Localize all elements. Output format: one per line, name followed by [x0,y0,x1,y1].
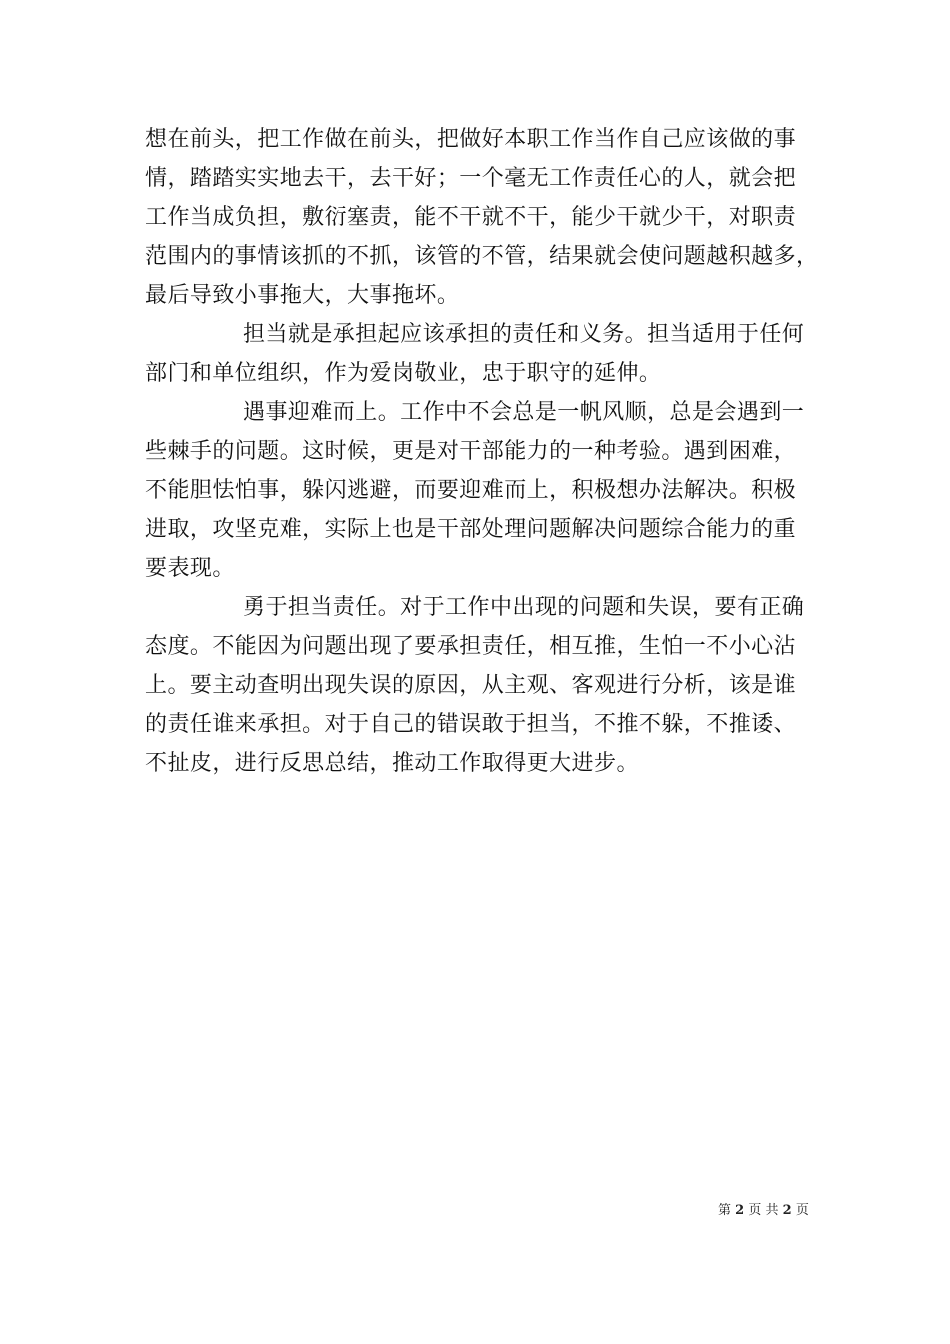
text-line: 部门和单位组织，作为爱岗敬业，忠于职守的延伸。 [145,361,662,386]
text-line: 态度。不能因为问题出现了要承担责任，相互推，生怕一不小心沾 [145,634,797,659]
text-line: 的责任谁来承担。对于自己的错误敢于担当，不推不躲，不推诿、 [145,712,797,737]
footer-page-number: 2 [735,1203,745,1218]
text-line: 范围内的事情该抓的不抓，该管的不管，结果就会使问题越积越多， [145,244,819,269]
text-line: 些棘手的问题。这时候，更是对干部能力的一种考验。遇到困难， [145,439,797,464]
footer-middle: 页 共 [748,1203,779,1218]
text-line: 工作当成负担，敷衍塞责，能不干就不干，能少干就少干，对职责 [145,205,797,230]
page-footer [718,1203,809,1219]
text-line: 最后导致小事拖大，大事拖坏。 [145,283,460,308]
footer-suffix: 页 [795,1203,809,1218]
paragraph-1 [145,120,819,315]
document-body [145,120,819,783]
text-line: 遇事迎难而上。工作中不会总是一帆风顺，总是会遇到一 [243,400,805,425]
text-line: 不扯皮，进行反思总结，推动工作取得更大进步。 [145,751,639,776]
footer-prefix: 第 [718,1203,732,1218]
text-line: 担当就是承担起应该承担的责任和义务。担当适用于任何 [243,322,805,347]
text-line: 进取，攻坚克难，实际上也是干部处理问题解决问题综合能力的重 [145,517,797,542]
text-line: 情，踏踏实实地去干，去干好；一个毫无工作责任心的人，就会把 [145,166,797,191]
paragraph-2 [145,315,807,393]
paragraph-3 [145,393,807,588]
text-line: 要表现。 [145,556,235,581]
text-line: 不能胆怯怕事，躲闪逃避，而要迎难而上，积极想办法解决。积极 [145,478,797,503]
text-line: 想在前头，把工作做在前头，把做好本职工作当作自己应该做的事 [145,127,797,152]
footer-page-total: 2 [782,1203,792,1218]
paragraph-4 [145,588,807,783]
text-line: 勇于担当责任。对于工作中出现的问题和失误，要有正确 [243,595,805,620]
text-line: 上。要主动查明出现失误的原因，从主观、客观进行分析，该是谁 [145,673,797,698]
